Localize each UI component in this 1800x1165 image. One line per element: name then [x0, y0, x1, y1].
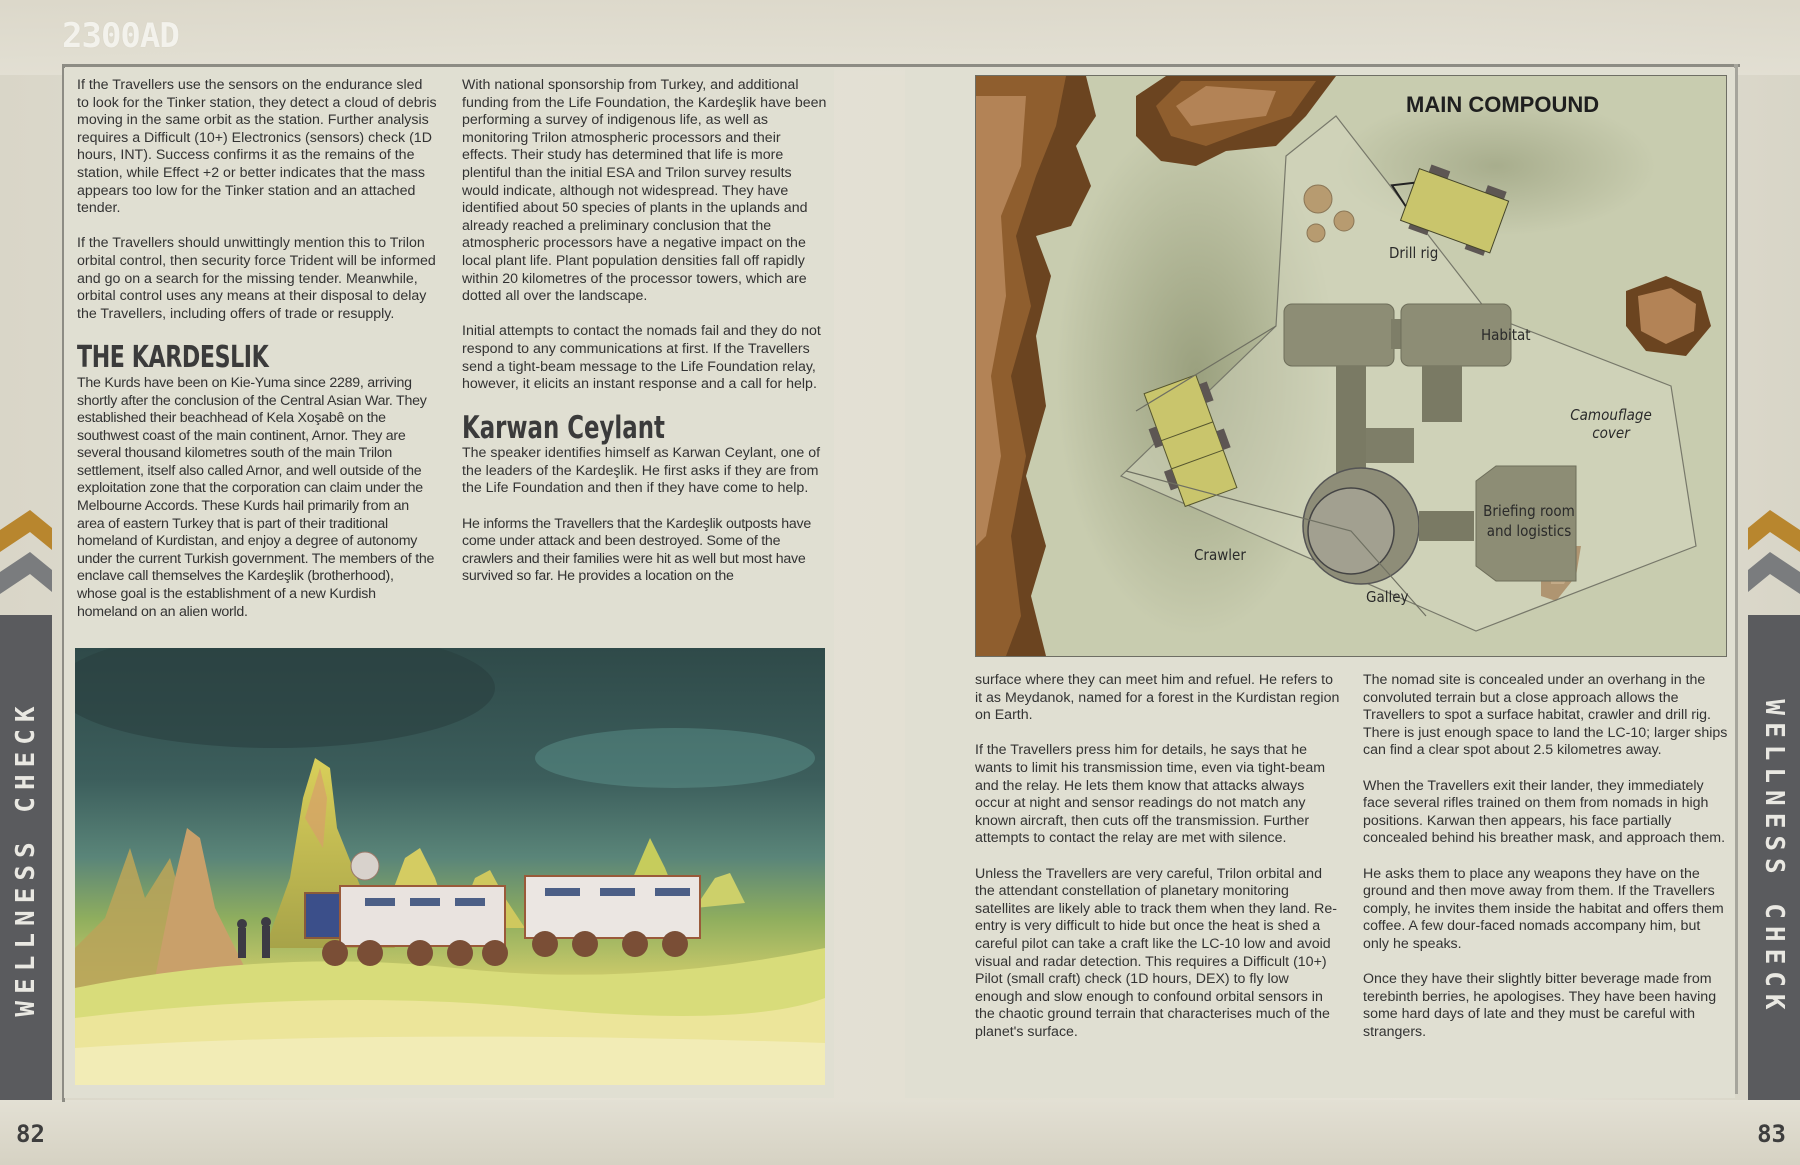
right-chapter-tab — [1748, 510, 1800, 1100]
paragraph-nomad-site: The nomad site is concealed under an overhang in the convoluted terrain but a close approach allows the Travellers to spot a surface habitat, crawler and drill rig. There is just enough space to land the LC-10; larger ships can find a clear spot about 2.5 kilometres away. — [1363, 672, 1728, 759]
paragraph-meydanok: surface where they can meet him and refuel. He refers to it as Meydanok, named for a forest in the Kurdistan region on Earth. — [975, 672, 1340, 724]
paragraph-sensor-sweep: If the Travellers use the sensors on the endurance sled to look for the Tinker station, they detect a cloud of debris moving in the same orbit as the station. Further analysis requires a Difficult (10+) Electronics (sensors) check (1D hours, INT). Success confirms it as the remains of the station, while Effect +2 or better indicates that the mass appears too low for the Tinker station and an attached tender. — [77, 77, 437, 217]
bottom-background — [0, 1100, 1800, 1165]
right-tab-label: WELLNESS CHECK — [1759, 698, 1789, 1017]
page-number-left: 82 — [16, 1120, 45, 1148]
map-label-camouflage-cover — [1566, 406, 1656, 442]
paragraph-survey: With national sponsorship from Turkey, and additional funding from the Life Foundation, the Kardeşlik have been performing a survey of indigenous life, as well as monitoring Trilon atmospheric processors and their effects. Their study has determined that life is more plentiful than the initial ESA and Trilon survey results would indicate, although not widespread. They have identified about 50 species of plants in the uplands and already reached a preliminary conclusion that the atmospheric processors have a negative impact on the local plant life. Plant population densities fall off rapidly within 20 kilometres of the processor towers, which are dotted all over the landscape. — [462, 77, 827, 305]
map-title: MAIN COMPOUND — [1406, 92, 1600, 117]
map-label-camouflage-line-1: Camouflage — [1570, 406, 1652, 424]
paragraph-rifles-trained: When the Travellers exit their lander, they immediately face several rifles trained on them from nomads in high positions. Karwan then appears, his face partially concealed behind his breather mask, and approach them. — [1363, 777, 1726, 847]
left-tab-label: WELLNESS CHECK — [11, 698, 41, 1017]
map-label-briefing-line-1: Briefing room — [1483, 502, 1575, 520]
grey-chevron-icon — [0, 552, 52, 612]
left-tab-body — [0, 615, 52, 1100]
left-page-column-1 — [77, 77, 437, 639]
paragraph-kurds-history: The Kurds have been on Kie-Yuma since 2289, arriving shortly after the conclusion of the Central Asian War. They established their beachhead of Kela Xoşabê on the southwest coast of the main continent, Arnor. They are several thousand kilometres south of the main Trilon settlement, itself also called Arnor, and well outside of the exploitation zone that the corporation can claim under the Melbourne Accords. These Kurds hail primarily from an area of eastern Turkey that is part of their traditional homeland of Kurdistan, and enjoy a degree of autonomy under the current Turkish government. The members of the enclave call themselves the Kardeşlik (brotherhood), whose goal is the establishment of a new Kurdish homeland on an alien world. — [77, 374, 435, 620]
paragraph-terebinth-berries: Once they have their slightly bitter beverage made from terebinth berries, he apologises. They have been having some hard days of late and they must be careful with strangers. — [1363, 971, 1717, 1040]
paragraph-contact-attempts: Initial attempts to contact the nomads fail and they do not respond to any communications at first. If the Travellers send a tight-beam message to the Life Foundation relay, however, it elicits an instant response and a call for help. — [462, 323, 821, 393]
heading-karwan-ceylant: Karwan Ceylant — [462, 410, 665, 447]
map-label-habitat: Habitat — [1481, 326, 1531, 344]
map-terrain — [976, 76, 1726, 656]
map-label-galley: Galley — [1366, 588, 1409, 606]
map-label-camouflage-line-2: cover — [1592, 424, 1630, 442]
crawler-vehicle-2 — [525, 876, 700, 957]
right-page-column-1 — [975, 672, 1340, 1059]
left-chapter-tab — [0, 510, 52, 1100]
right-page-column-2 — [1363, 672, 1728, 1059]
map-label-briefing-line-2: and logistics — [1486, 522, 1572, 540]
figures — [237, 917, 271, 958]
main-compound-map — [975, 75, 1727, 657]
heading-the-kardeslik: THE KARDESLIK — [77, 339, 269, 375]
paragraph-outposts-attacked: He informs the Travellers that the Kardeşlik outposts have come under attack and been destroyed. Some of the crawlers and their families were hit as well but most have survived so far. He provides a location on the — [462, 515, 812, 585]
left-page-column-2 — [462, 77, 827, 604]
crawler-convoy-illustration — [75, 648, 825, 1085]
page-number-right: 83 — [1757, 1120, 1786, 1148]
game-logo: 2300AD — [62, 16, 179, 56]
grey-chevron-icon — [1748, 552, 1800, 612]
paragraph-orbital-control: If the Travellers should unwittingly mention this to Trilon orbital control, then security force Trident will be informed and go on a search for the missing tender. Meanwhile, orbital control uses any means at their disposal to delay the Travellers, including offers of trade or resupply. — [77, 235, 436, 322]
map-label-crawler: Crawler — [1194, 546, 1246, 564]
map-label-drill-rig: Drill rig — [1389, 244, 1439, 262]
paragraph-stealth-landing: Unless the Travellers are very careful, Trilon orbital and the attendant constellation of planetary monitoring satellites are likely able to track them when they land. Re-entry is very difficult to hide but once the heat is shed a careful pilot can take a craft like the LC-10 low and avoid visual and radar detection. This requires a Difficult (10+) Pilot (small craft) check (1D hours, DEX) to fly low enough and slow enough to confound orbital sensors in the chaotic ground terrain that characterises much of the planet's surface. — [975, 865, 1337, 1040]
illustration-artwork — [75, 648, 825, 1085]
paragraph-speaker-intro: The speaker identifies himself as Karwan Ceylant, one of the leaders of the Kardeşlik. He first asks if they are from the Life Foundation and then if they have come to help. — [462, 445, 821, 497]
map-label-briefing-room — [1479, 501, 1579, 541]
right-tab-body — [1748, 615, 1800, 1100]
paragraph-transmission-cut: If the Travellers press him for details, he says that he wants to limit his transmission time, even via tight-beam and the relay. He lets them know that attacks always occur at night and sensor readings do not match any known aircraft, then cuts off the transmission. Further attempts to contact the relay are met with silence. — [975, 742, 1326, 847]
paragraph-weapons-coffee: He asks them to place any weapons they have on the ground and then move away from them. If the Travellers comply, he invites them inside the habitat and offers them coffee. A few dour-faced nomads accompany him, but only he speaks. — [1363, 865, 1724, 952]
